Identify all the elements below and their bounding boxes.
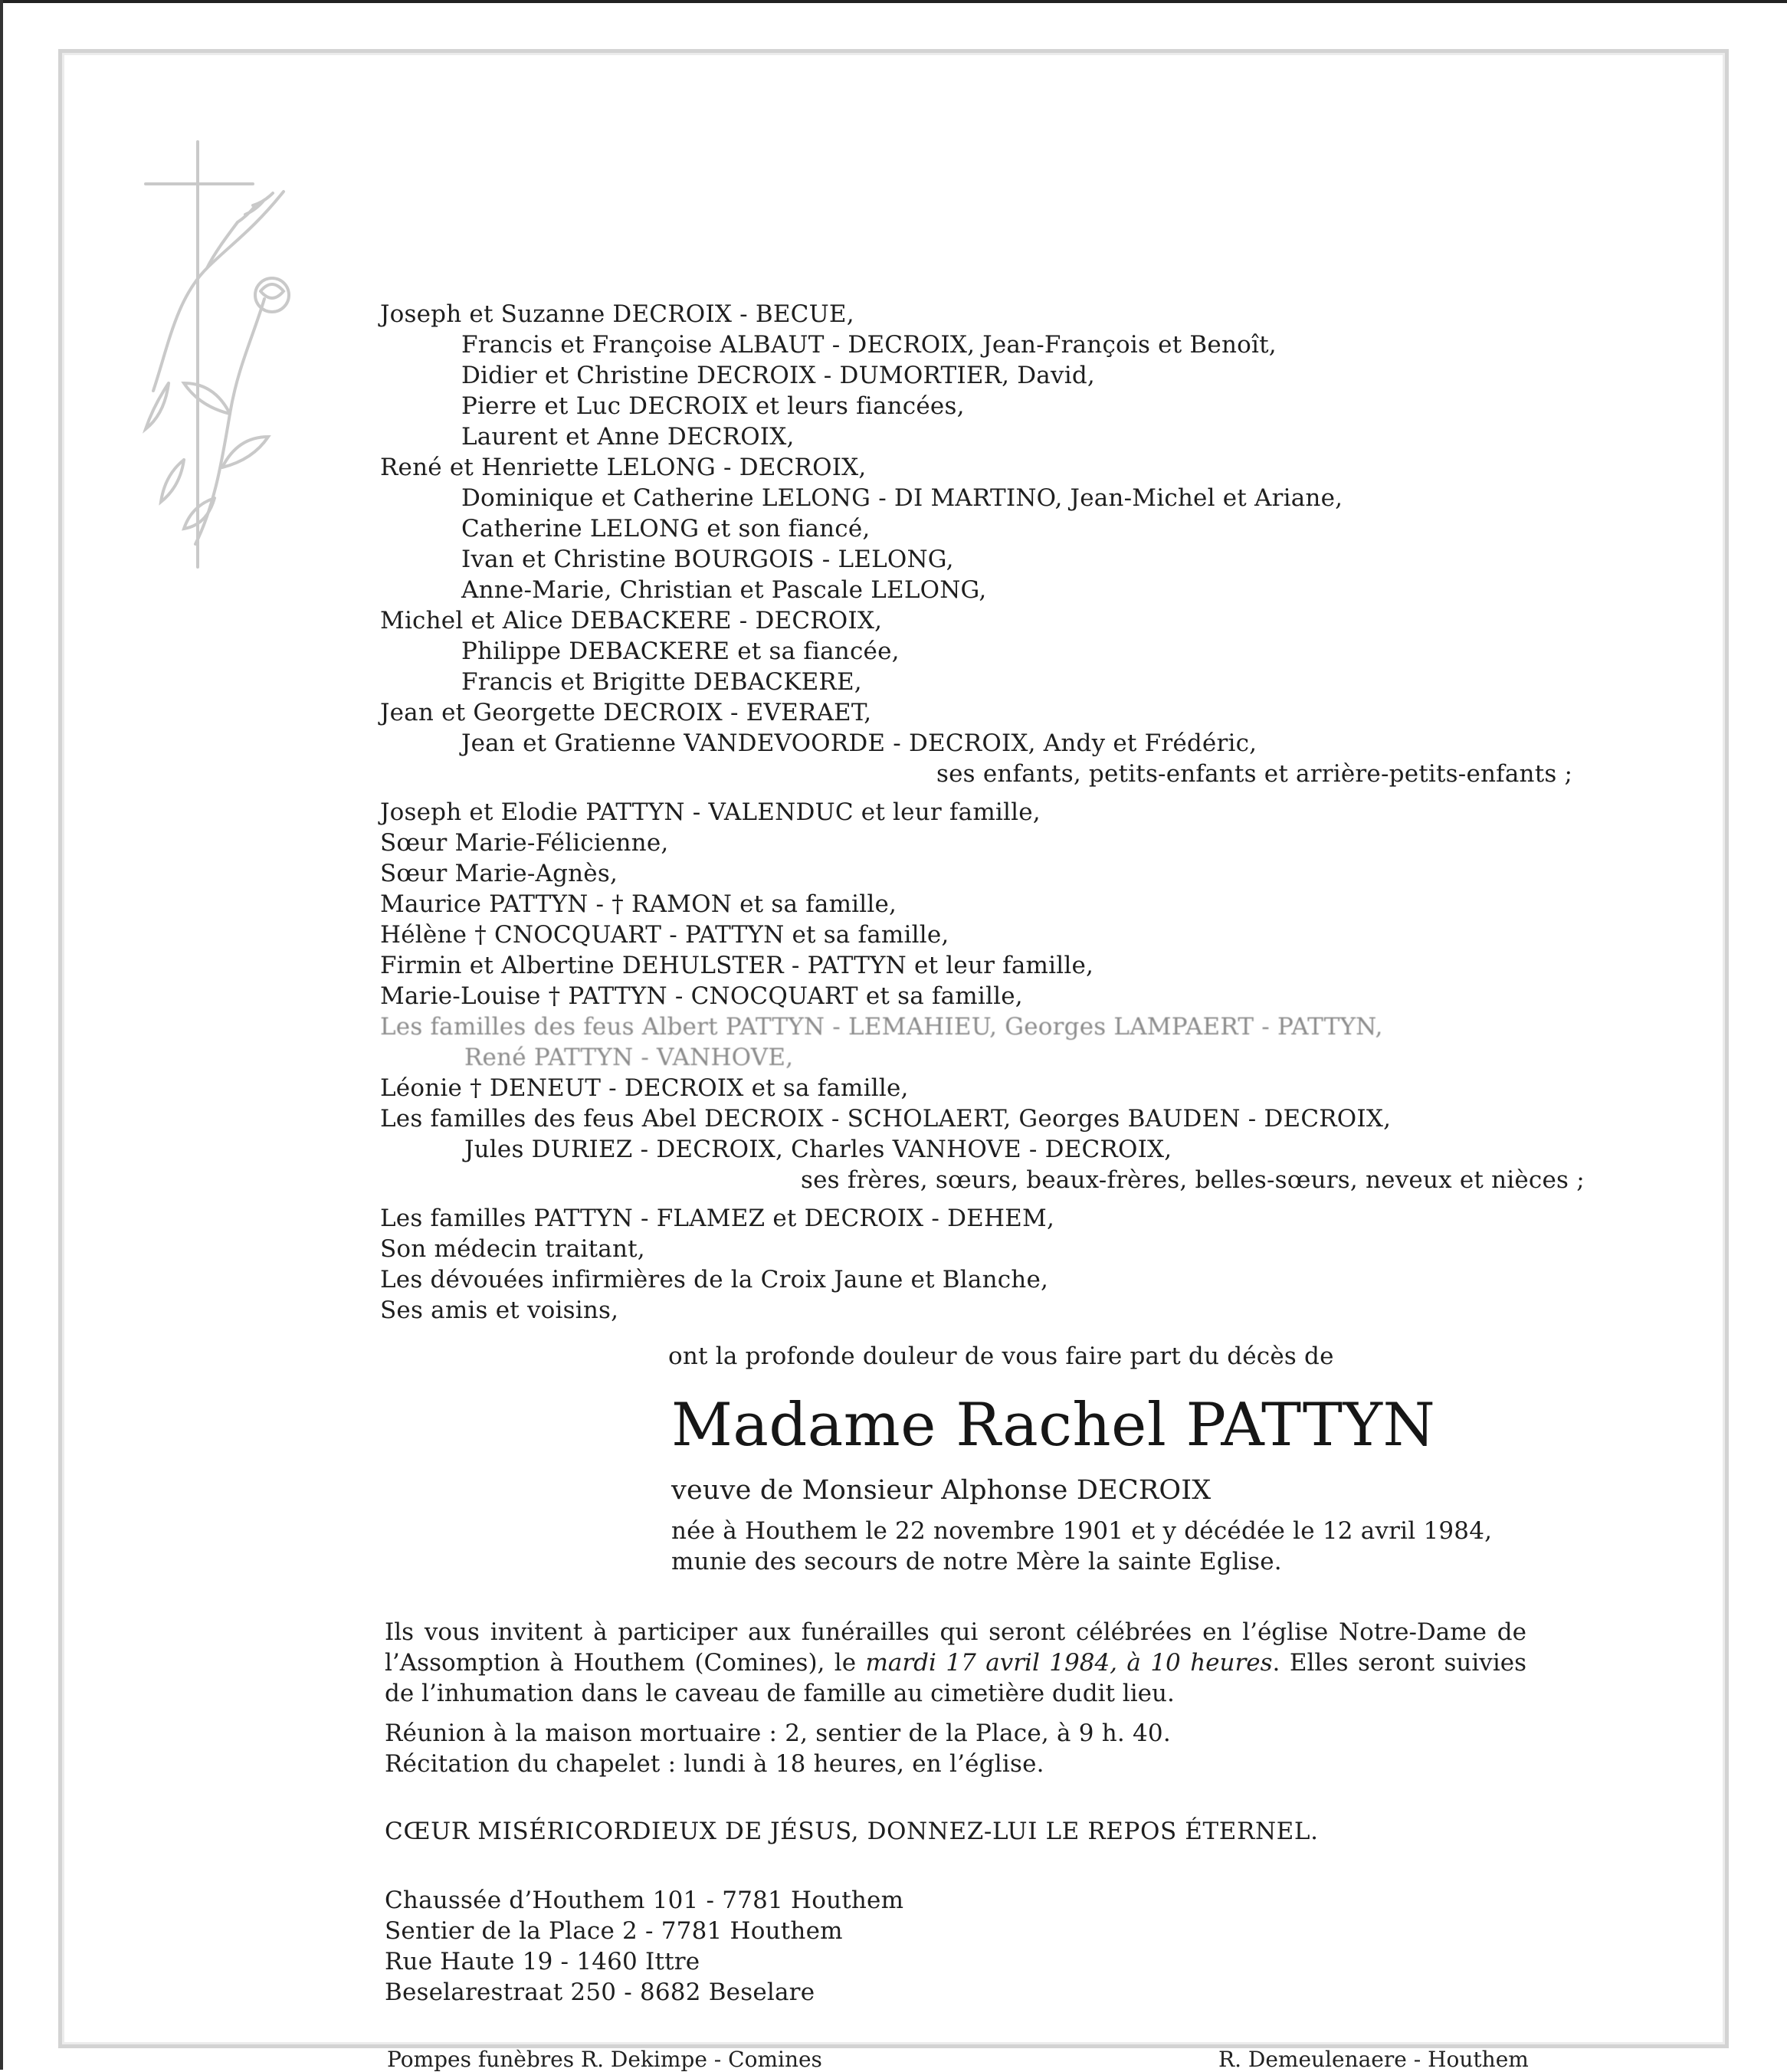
family-line: Laurent et Anne DECROIX, [461, 423, 795, 451]
family-line: Jean et Gratienne VANDEVOORDE - DECROIX, Andy et Frédéric, [461, 729, 1257, 757]
family-line: Francis et Françoise ALBAUT - DECROIX, Jean-François et Benoît, [461, 331, 1277, 359]
family-line: Pierre et Luc DECROIX et leurs fiancées, [461, 392, 965, 420]
sibling-line: Hélène † CNOCQUART - PATTYN et sa famille, [380, 921, 949, 949]
sibling-line: Joseph et Elodie PATTYN - VALENDUC et leur famille, [380, 798, 1041, 826]
siblings-summary: ses frères, sœurs, beaux-frères, belles-sœurs, neveux et nièces ; [801, 1166, 1585, 1194]
family-line: Philippe DEBACKERE et sa fiancée, [461, 638, 900, 665]
sibling-line: Les familles des feus Albert PATTYN - LEMAHIEU, Georges LAMPAERT - PATTYN, [380, 1013, 1383, 1041]
sacraments: munie des secours de notre Mère la sainte Eglise. [671, 1548, 1282, 1575]
sibling-line: Sœur Marie-Agnès, [380, 860, 618, 887]
family-line: Michel et Alice DEBACKERE - DECROIX, [380, 607, 883, 634]
address-line: Beselarestraat 250 - 8682 Beselare [385, 1979, 815, 2006]
family-line: Joseph et Suzanne DECROIX - BECUE, [380, 300, 854, 328]
family-line: René et Henriette LELONG - DECROIX, [380, 454, 867, 481]
sibling-line: Sœur Marie-Félicienne, [380, 829, 669, 857]
born-died: née à Houthem le 22 novembre 1901 et y décédée le 12 avril 1984, [671, 1517, 1493, 1545]
other-line: Les dévouées infirmières de la Croix Jaune et Blanche, [380, 1266, 1049, 1293]
other-line: Son médecin traitant, [380, 1235, 645, 1263]
family-line: Catherine LELONG et son fiancé, [461, 515, 871, 543]
funeral-text-before: Ils vous invitent à participer aux funérailles qui seront célébrées en l’église Notre-Dame de l’Assomption à Houthem (Comines), le [385, 1618, 1526, 1677]
widow-of: veuve de Monsieur Alphonse DECROIX [671, 1475, 1212, 1506]
other-line: Ses amis et voisins, [380, 1297, 619, 1324]
deceased-name: Madame Rachel PATTYN [671, 1391, 1436, 1460]
prayer: CŒUR MISÉRICORDIEUX DE JÉSUS, DONNEZ-LUI LE REPOS ÉTERNEL. [385, 1818, 1319, 1845]
funeral-date: mardi 17 avril 1984, à 10 heures [865, 1649, 1273, 1677]
sibling-line: Les familles des feus Abel DECROIX - SCHOLAERT, Georges BAUDEN - DECROIX, [380, 1105, 1392, 1133]
address-line: Sentier de la Place 2 - 7781 Houthem [385, 1917, 843, 1945]
reunion: Réunion à la maison mortuaire : 2, sentier de la Place, à 9 h. 40. [385, 1720, 1171, 1747]
family-line: Anne-Marie, Christian et Pascale LELONG, [461, 576, 987, 604]
scan-edge-top [0, 0, 1787, 3]
funeral-text-after: . Elles seront suivies de l’inhumation dans le caveau de famille au cimetière dudit lieu. [385, 1649, 1526, 1707]
chapelet: Récitation du chapelet : lundi à 18 heures, en l’église. [385, 1750, 1044, 1778]
sibling-line: Marie-Louise † PATTYN - CNOCQUART et sa famille, [380, 982, 1023, 1010]
sibling-line: Léonie † DENEUT - DECROIX et sa famille, [380, 1074, 909, 1102]
children-summary: ses enfants, petits-enfants et arrière-petits-enfants ; [936, 760, 1573, 788]
family-line: Francis et Brigitte DEBACKERE, [461, 668, 862, 696]
funeral-paragraph [385, 1617, 1526, 1709]
other-line: Les familles PATTYN - FLAMEZ et DECROIX - DEHEM, [380, 1205, 1055, 1232]
sibling-line: Maurice PATTYN - † RAMON et sa famille, [380, 890, 897, 918]
family-line: Jean et Georgette DECROIX - EVERAET, [380, 699, 872, 726]
cross-rose-icon [123, 138, 314, 575]
family-line: Didier et Christine DECROIX - DUMORTIER, David, [461, 362, 1095, 389]
footer-left: Pompes funèbres R. Dekimpe - Comines [387, 2047, 822, 2072]
sibling-line: Firmin et Albertine DEHULSTER - PATTYN et leur famille, [380, 952, 1094, 979]
sibling-line: René PATTYN - VANHOVE, [464, 1044, 794, 1071]
address-line: Chaussée d’Houthem 101 - 7781 Houthem [385, 1887, 904, 1914]
address-line: Rue Haute 19 - 1460 Ittre [385, 1948, 700, 1975]
sibling-line: Jules DURIEZ - DECROIX, Charles VANHOVE - DECROIX, [464, 1136, 1172, 1163]
announcement: ont la profonde douleur de vous faire part du décès de [668, 1343, 1334, 1370]
family-line: Ivan et Christine BOURGOIS - LELONG, [461, 546, 954, 573]
scan-edge-left [0, 0, 3, 2070]
footer-right: R. Demeulenaere - Houthem [1218, 2047, 1529, 2072]
family-line: Dominique et Catherine LELONG - DI MARTINO, Jean-Michel et Ariane, [461, 484, 1343, 512]
